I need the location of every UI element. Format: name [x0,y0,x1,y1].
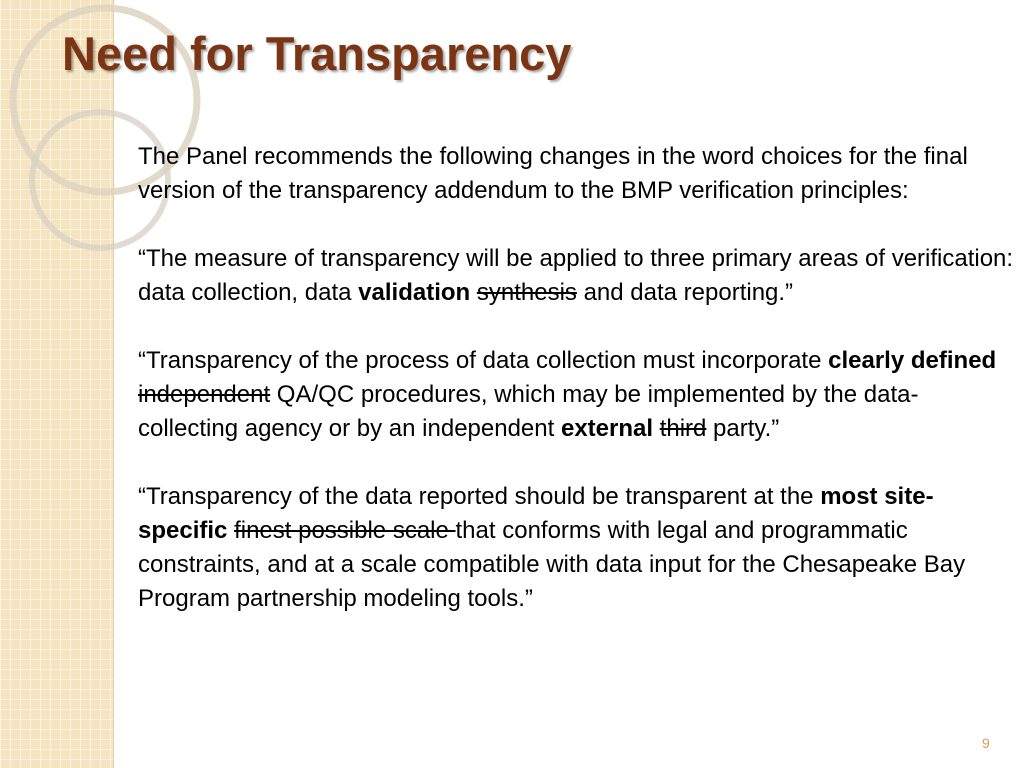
quote3-text-after: that conforms with legal and programmatic constraints, and at a scale compatible with data input for the Chesapeake Bay Program partnership modeling tools.” [138,517,966,612]
quote1-removed-text: synthesis [476,279,577,306]
quote-paragraph-1 [138,242,1018,310]
slide-title: Need for Transparency [62,27,572,80]
quote1-text-after: and data reporting.” [576,279,794,306]
quote3-added-text: most site-specific [138,483,934,544]
intro-paragraph: The Panel recommends the following changes in the word choices for the final version of the transparency addendum to the BMP verification principles: [138,143,968,204]
quote2-added-text-1: clearly defined [828,347,997,374]
quote-paragraph-2 [138,344,1018,446]
quote2-text-after: party.” [706,415,780,442]
quote3-removed-text: finest possible scale [234,517,456,544]
quote2-text-middle: QA/QC procedures, which may be implemented by the data-collecting agency or by an independent [138,381,919,442]
quote2-removed-text-2: third [659,415,707,442]
quote3-text-before: “Transparency of the data reported should be transparent at the [138,483,821,510]
quote1-added-text: validation [358,279,471,306]
quote-paragraph-3 [138,480,1018,616]
slide-body [138,140,1018,616]
quote2-text-before: “Transparency of the process of data collection must incorporate [138,347,829,374]
quote2-removed-text-1: independent [138,381,271,408]
quote1-text-before: “The measure of transparency will be applied to three primary areas of verification: data collection, data [138,245,1014,306]
page-number: 9 [982,735,990,751]
quote2-added-text-2: external [560,415,654,442]
